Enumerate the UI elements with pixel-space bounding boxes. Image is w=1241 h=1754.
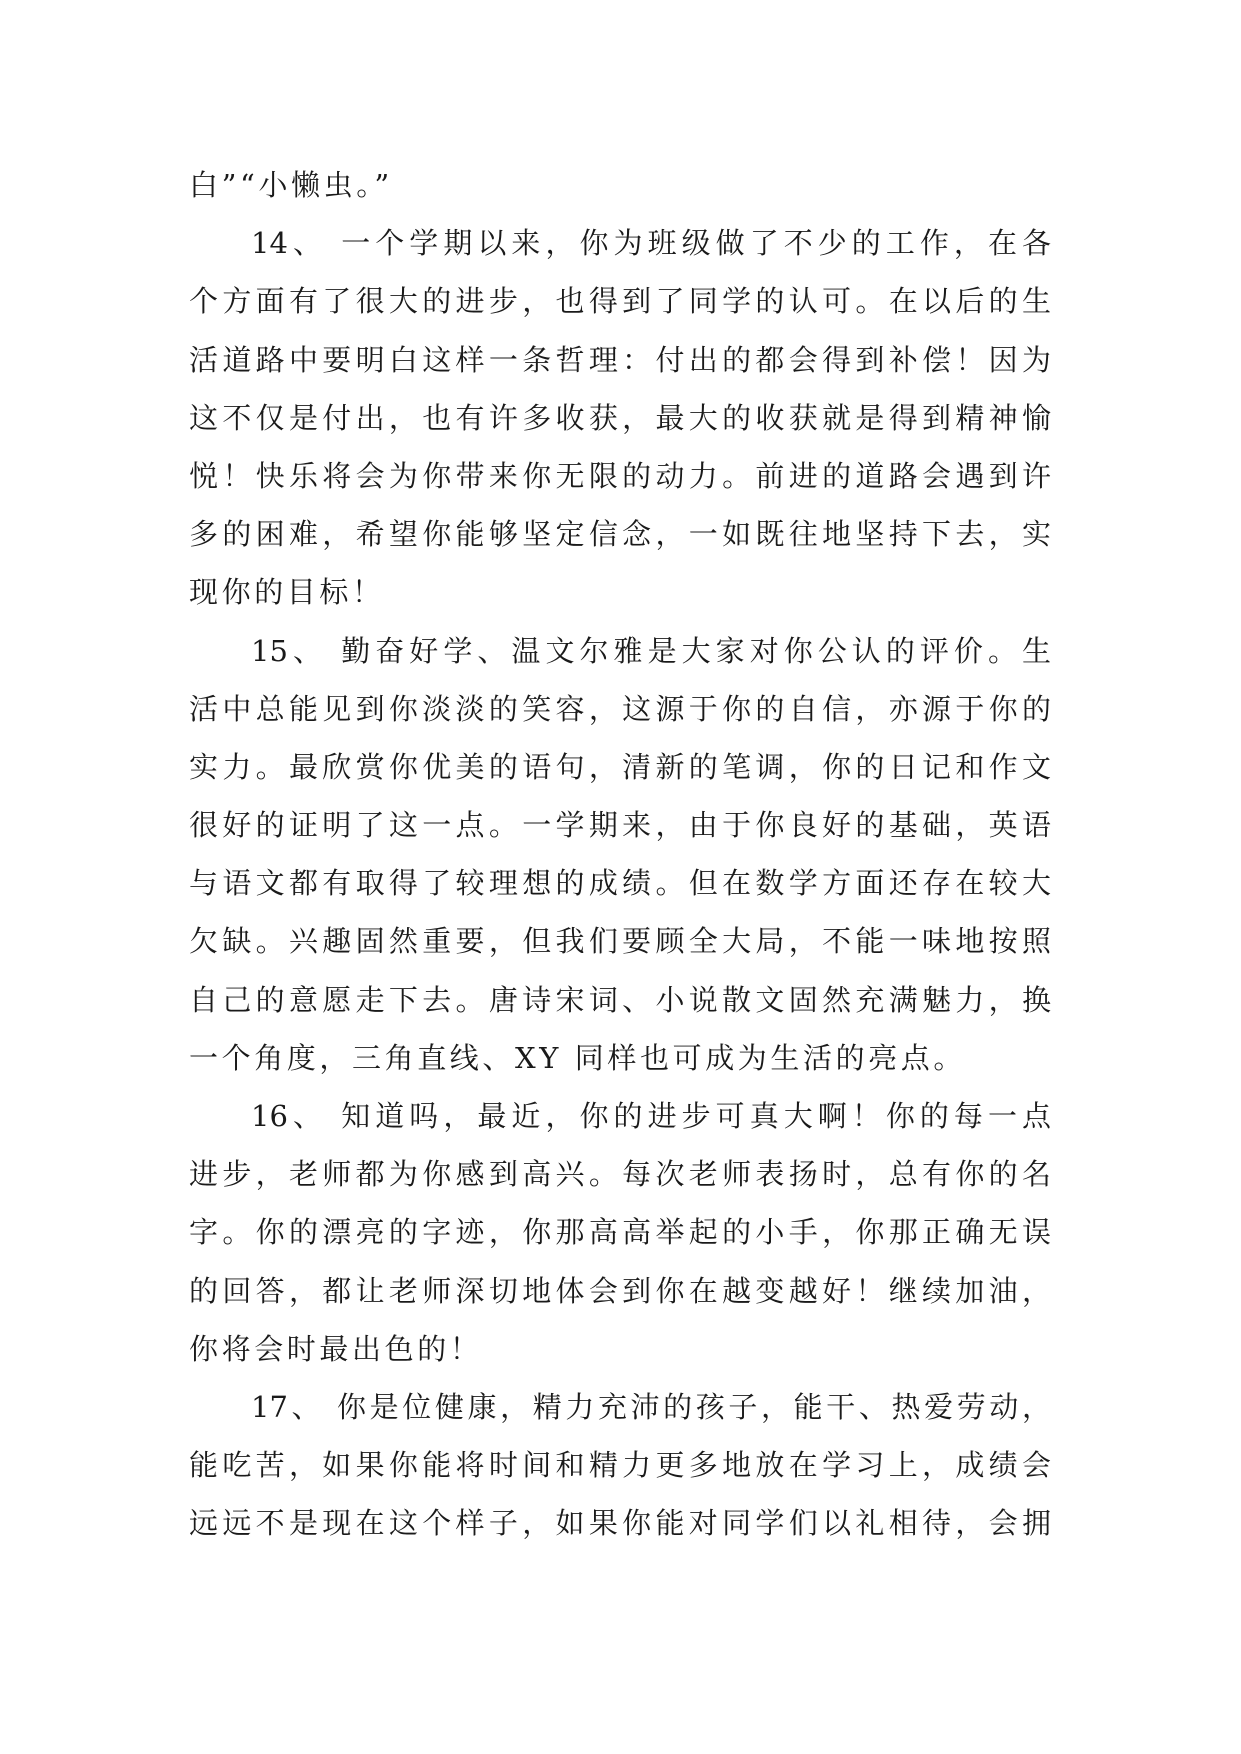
text-line: 你将会时最出色的！ xyxy=(189,1331,483,1366)
paragraph-16-start: 16、 知道吗，最近，你的进步可真大啊！你的每一点 xyxy=(251,1099,1051,1133)
text-line: 进步，老师都为你感到高兴。每次老师表扬时，总有你的名 xyxy=(189,1157,1051,1192)
text-line: 的回答，都让老师深切地体会到你在越变越好！继续加油， xyxy=(189,1273,1051,1308)
document-body xyxy=(189,156,1051,1553)
text-line: 悦！快乐将会为你带来你无限的动力。前进的道路会遇到许 xyxy=(189,458,1051,493)
text-line: 一个角度，三角直线、XY 同样也可成为生活的亮点。 xyxy=(189,1040,967,1075)
paragraph-15-start: 15、 勤奋好学、温文尔雅是大家对你公认的评价。生 xyxy=(251,633,1051,668)
paragraph-14-start: 14、 一个学期以来，你为班级做了不少的工作，在各 xyxy=(251,226,1051,261)
text-line: 很好的证明了这一点。一学期来，由于你良好的基础，英语 xyxy=(189,808,1051,843)
text-line: 白”“小懒虫。” xyxy=(189,168,393,202)
text-line: 现你的目标！ xyxy=(189,575,385,610)
text-line: 字。你的漂亮的字迹，你那高高举起的小手，你那正确无误 xyxy=(189,1215,1051,1250)
text-line: 实力。最欣赏你优美的语句，清新的笔调，你的日记和作文 xyxy=(189,749,1051,784)
text-line: 个方面有了很大的进步，也得到了同学的认可。在以后的生 xyxy=(189,284,1051,319)
text-line: 自己的意愿走下去。唐诗宋词、小说散文固然充满魅力，换 xyxy=(189,982,1051,1017)
text-line: 远远不是现在这个样子，如果你能对同学们以礼相待，会拥 xyxy=(189,1506,1051,1541)
text-line: 活道路中要明白这样一条哲理：付出的都会得到补偿！因为 xyxy=(189,342,1051,377)
text-line: 多的困难，希望你能够坚定信念，一如既往地坚持下去，实 xyxy=(189,517,1051,552)
text-line: 活中总能见到你淡淡的笑容，这源于你的自信，亦源于你的 xyxy=(189,691,1051,726)
text-line: 能吃苦，如果你能将时间和精力更多地放在学习上，成绩会 xyxy=(189,1448,1051,1483)
paragraph-17-start: 17、 你是位健康，精力充沛的孩子，能干、热爱劳动， xyxy=(251,1389,1051,1424)
text-line: 欠缺。兴趣固然重要，但我们要顾全大局，不能一味地按照 xyxy=(189,924,1051,959)
text-line: 与语文都有取得了较理想的成绩。但在数学方面还存在较大 xyxy=(189,866,1051,901)
text-line: 这不仅是付出，也有许多收获，最大的收获就是得到精神愉 xyxy=(189,400,1051,435)
